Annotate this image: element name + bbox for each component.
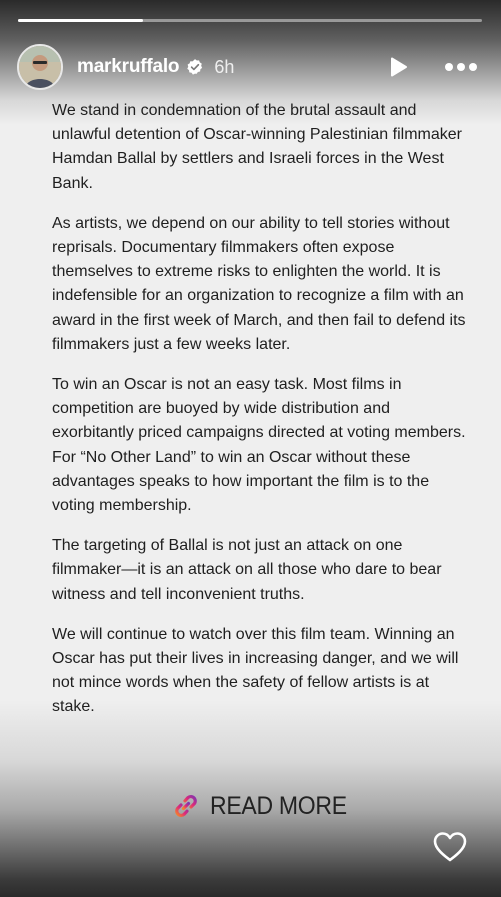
paragraph: To win an Oscar is not an easy task. Most films in competition are buoyed by wide distribution and exorbitantly priced campaigns directed at voting members. For “No Other Land” to win an Oscar without these advantages speaks to how important the film is to the voting membership. [52, 376, 466, 515]
avatar[interactable] [17, 44, 63, 90]
paragraph: We stand in condemnation of the brutal assault and unlawful detention of Oscar-winning Palestinian filmmaker Hamdan Ballal by settlers and Israeli forces in the West Bank. [52, 102, 462, 192]
story-progress-fill [18, 19, 143, 22]
like-button[interactable] [430, 827, 470, 867]
username[interactable]: markruffalo [77, 56, 180, 77]
paragraph: As artists, we depend on our ability to tell stories without reprisals. Documentary filmmakers often expose themselves to extreme risks to enlighten the world. It is indefensible for an organization to recognize a film with an award in the first week of March, and then fail to defend its filmmakers just a few weeks later. [52, 214, 466, 353]
story-progress-bar [18, 19, 482, 22]
read-more-link-sticker[interactable] [170, 786, 359, 826]
post-time: 6h [214, 56, 235, 77]
heart-icon [432, 831, 468, 863]
more-options-button[interactable] [443, 52, 479, 82]
paragraph: We will continue to watch over this film team. Winning an Oscar has put their lives in increasing danger, and we will not mince words when the safety of fellow artists is at stake. [52, 625, 459, 716]
play-icon [386, 55, 410, 79]
play-button[interactable] [383, 52, 413, 82]
read-more-label: READ MORE [210, 791, 347, 820]
paragraph: The targeting of Ballal is not just an attack on one filmmaker—it is an attack on all those who dare to bear witness and tell inconvenient truths. [52, 537, 442, 603]
story-text [52, 99, 472, 736]
story-header [17, 42, 487, 92]
verified-badge-icon [186, 58, 204, 76]
more-options-icon [444, 62, 478, 72]
link-icon [170, 790, 202, 822]
